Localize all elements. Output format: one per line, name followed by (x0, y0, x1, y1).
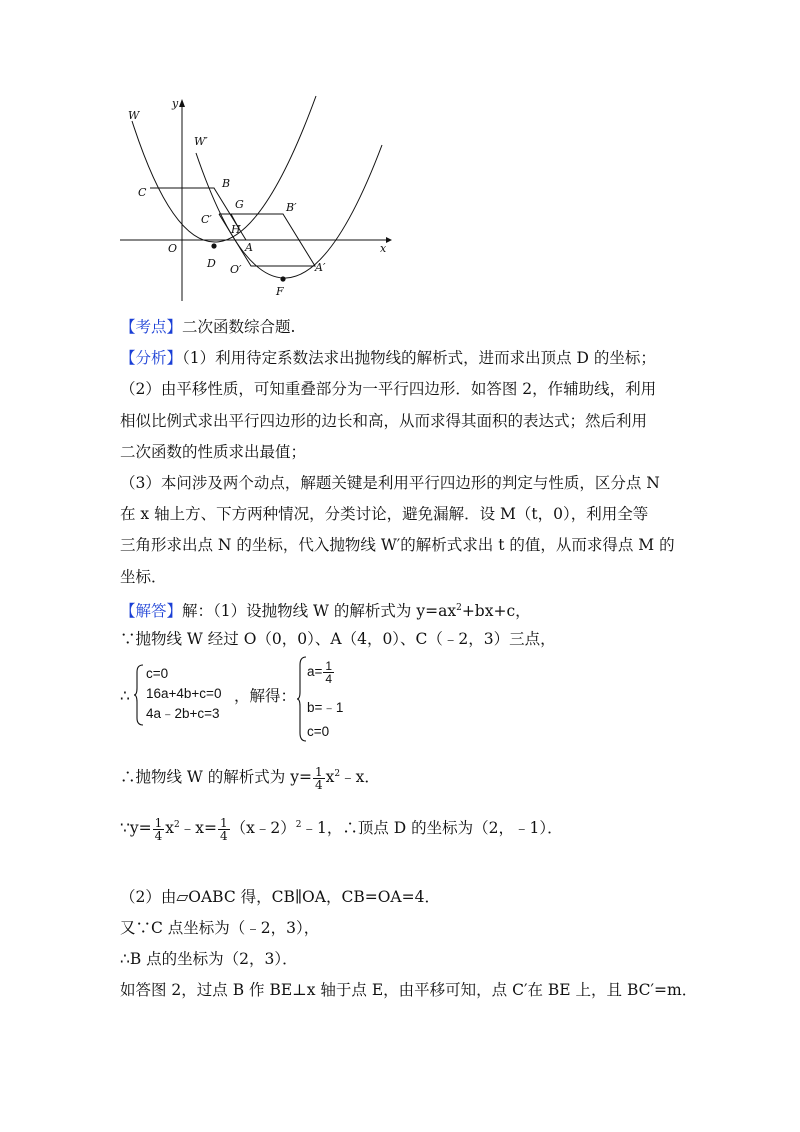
fenxi-line-7: 三角形求出点 N 的坐标，代入抛物线 W′的解析式求出 t 的值，从而求得点 M 的 (120, 536, 675, 554)
point-d (211, 243, 216, 248)
fraction-quarter (153, 817, 165, 842)
part2-line-1: （2）由▱OABC 得，CB∥OA，CB=OA=4． (120, 888, 440, 906)
fenxi-line-8: 坐标． (120, 568, 167, 586)
x-axis-arrow (386, 237, 392, 243)
jieda-text-5b: x (165, 819, 174, 838)
label-w-prime: W′ (194, 135, 208, 148)
fraction-numerator: 1 (154, 815, 163, 830)
solution-a-label: a= (307, 664, 323, 680)
point-f (280, 276, 285, 281)
part2-line-4: 如答图 2，过点 B 作 BE⊥x 轴于点 E，由平移可知，点 C′在 BE 上，且 BC′=m． (120, 981, 698, 999)
equation-1: c=0 (146, 666, 169, 681)
jieda-sup-1: 2 (456, 603, 462, 613)
jieda-sup-5b: 2 (295, 820, 302, 830)
kaodian-text: 二次函数综合题. (182, 318, 296, 336)
solution-a (307, 660, 335, 685)
jieda-sup-4: 2 (334, 769, 341, 779)
kaodian-line (120, 316, 295, 338)
parabola-figure (118, 95, 398, 305)
left-brace-1 (134, 664, 144, 726)
fenxi-line-1 (120, 347, 656, 369)
label-o-prime: O′ (230, 263, 242, 276)
label-c: C (138, 186, 147, 199)
jieda-text-4a: ∴抛物线 W 的解析式为 y= (120, 768, 312, 787)
solution-c: c=0 (307, 724, 330, 739)
jieda-text-5d: （x﹣2） (230, 819, 296, 838)
fenxi-text-1: （1）利用待定系数法求出抛物线的解析式，进而求出顶点 D 的坐标； (182, 349, 656, 367)
fraction-quarter-2 (218, 817, 230, 842)
jieda-line-2: ∵抛物线 W 经过 O（0，0）、A（4，0）、C（﹣2，3）三点， (120, 630, 556, 648)
y-axis-arrow (179, 99, 185, 107)
label-c-prime: C′ (201, 213, 212, 226)
fenxi-line-2: （2）由平移性质，可知重叠部分为一平行四边形．如答图 2，作辅助线，利用 (120, 380, 657, 398)
jieda-line-4 (120, 763, 380, 791)
label-g: G (235, 198, 244, 211)
jieda-text-1b: +bx+c， (461, 602, 531, 621)
fraction-numerator: 1 (325, 659, 333, 673)
jiede-text: ，解得： (234, 687, 297, 705)
therefore-symbol: ∴ (120, 687, 130, 705)
fenxi-line-5: （3）本问涉及两个动点，解题关键是利用平行四边形的判定与性质，区分点 N (120, 474, 660, 492)
label-y: y (172, 97, 179, 110)
fraction-quarter (313, 766, 325, 791)
label-a: A (245, 241, 253, 254)
label-a-prime: A′ (315, 261, 326, 274)
system-equations (146, 664, 221, 724)
fenxi-line-4: 二次函数的性质求出最值； (120, 443, 307, 461)
jieda-text-5c: ﹣x= (179, 819, 217, 838)
fraction-numerator: 1 (219, 815, 228, 830)
label-d: D (207, 257, 216, 270)
label-b-prime: B′ (286, 201, 297, 214)
fraction-denominator: 4 (325, 672, 333, 686)
fraction-quarter (323, 660, 334, 685)
jieda-text-5e: ﹣1，∴顶点 D 的坐标为（2，﹣1）． (301, 819, 563, 838)
fraction-denominator: 4 (154, 828, 163, 843)
fenxi-line-6: 在 x 轴上方、下方两种情况，分类讨论，避免漏解．设 M（t，0），利用全等 (120, 505, 649, 523)
equation-2: 16a+4b+c=0 (146, 686, 222, 701)
label-o: O (168, 242, 178, 255)
solution-b: b=﹣1 (307, 700, 344, 715)
jieda-line-1 (120, 597, 531, 622)
jieda-tag: 【解答】 (120, 602, 183, 621)
kaodian-tag: 【考点】 (120, 318, 183, 336)
label-w: W (128, 109, 140, 122)
label-h: H (231, 223, 241, 236)
jieda-text-1a: 解：（1）设抛物线 W 的解析式为 y=ax (182, 602, 457, 621)
label-x: x (380, 242, 387, 255)
jieda-line-5 (120, 814, 563, 842)
fenxi-line-3: 相似比例式求出平行四边形的边长和高，从而求得其面积的表达式；然后利用 (120, 412, 648, 430)
part2-line-2: 又∵C 点坐标为（﹣2，3）， (120, 919, 320, 937)
equation-3: 4a﹣2b+c=3 (146, 706, 220, 721)
label-f: F (276, 285, 284, 298)
jieda-text-4c: ﹣x． (340, 768, 380, 787)
fenxi-tag: 【分析】 (120, 349, 183, 367)
jieda-text-4b: x (325, 768, 335, 787)
jieda-sup-5: 2 (174, 820, 180, 830)
label-b: B (222, 177, 231, 190)
left-brace-2 (297, 656, 307, 742)
fraction-denominator: 4 (314, 777, 323, 792)
fraction-numerator: 1 (314, 764, 323, 779)
jieda-text-5a: ∵y= (120, 819, 152, 838)
fraction-denominator: 4 (219, 828, 228, 843)
part2-line-3: ∴B 点的坐标为（2，3）． (120, 950, 298, 968)
